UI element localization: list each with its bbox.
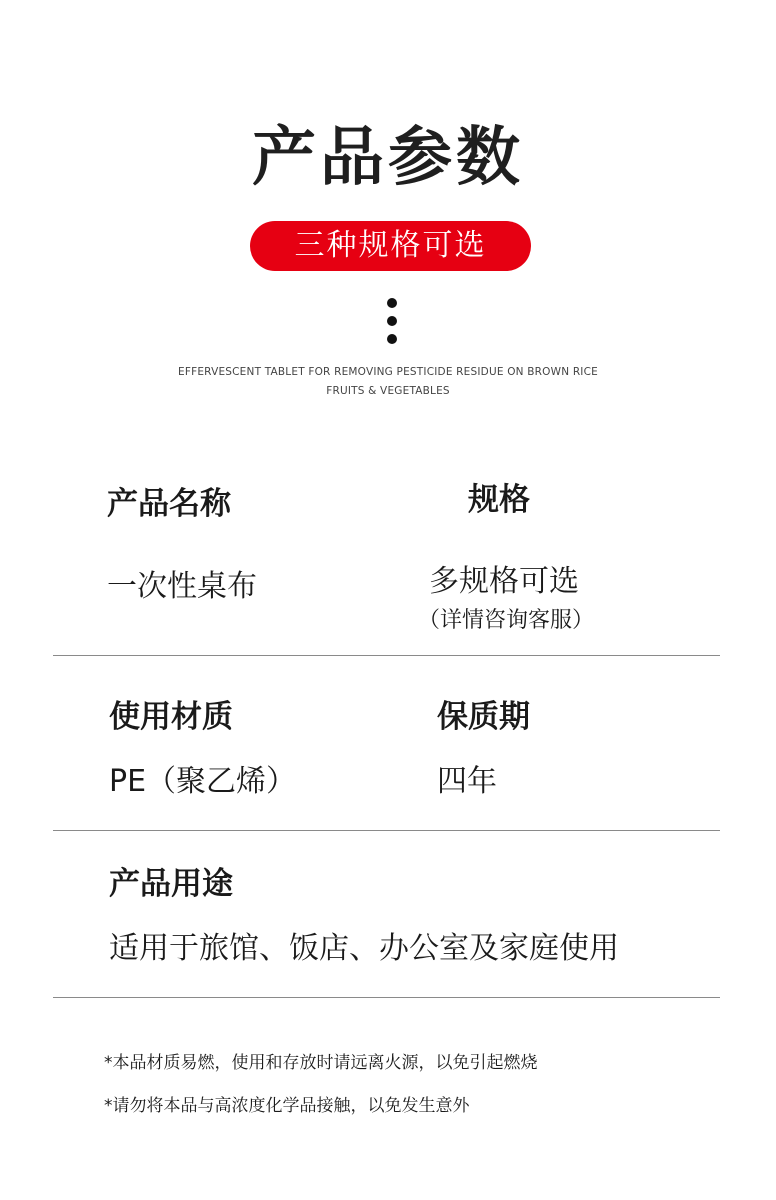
english-subtitle-line-2: FRUITS & VEGETABLES	[326, 385, 450, 397]
usage-value: 适用于旅馆、饭店、办公室及家庭使用	[109, 931, 619, 966]
divider-3	[53, 997, 720, 998]
shelf-life-label: 保质期	[437, 699, 530, 735]
product-name-label: 产品名称	[107, 486, 231, 522]
warning-note-1: *本品材质易燃，使用和存放时请远离火源，以免引起燃烧	[104, 1053, 538, 1073]
shelf-life-value: 四年	[437, 764, 497, 799]
spec-note: （详情咨询客服）	[418, 608, 595, 633]
dot-icon-1	[387, 298, 397, 308]
dot-icon-2	[387, 316, 397, 326]
warning-note-2: *请勿将本品与高浓度化学品接触，以免发生意外	[104, 1096, 470, 1116]
spec-value: 多规格可选	[429, 564, 579, 599]
divider-2	[53, 830, 720, 831]
english-subtitle-line-1: EFFERVESCENT TABLET FOR REMOVING PESTICIDE RESIDUE ON BROWN RICE	[178, 366, 598, 378]
spec-options-badge: 三种规格可选	[250, 221, 531, 271]
spec-label: 规格	[468, 482, 530, 518]
dot-icon-3	[387, 334, 397, 344]
material-value: PE（聚乙烯）	[109, 764, 297, 799]
usage-label: 产品用途	[109, 866, 233, 902]
product-name-value: 一次性桌布	[107, 569, 257, 604]
material-label: 使用材质	[109, 699, 233, 735]
page-title: 产品参数	[252, 121, 524, 195]
divider-1	[53, 655, 720, 656]
